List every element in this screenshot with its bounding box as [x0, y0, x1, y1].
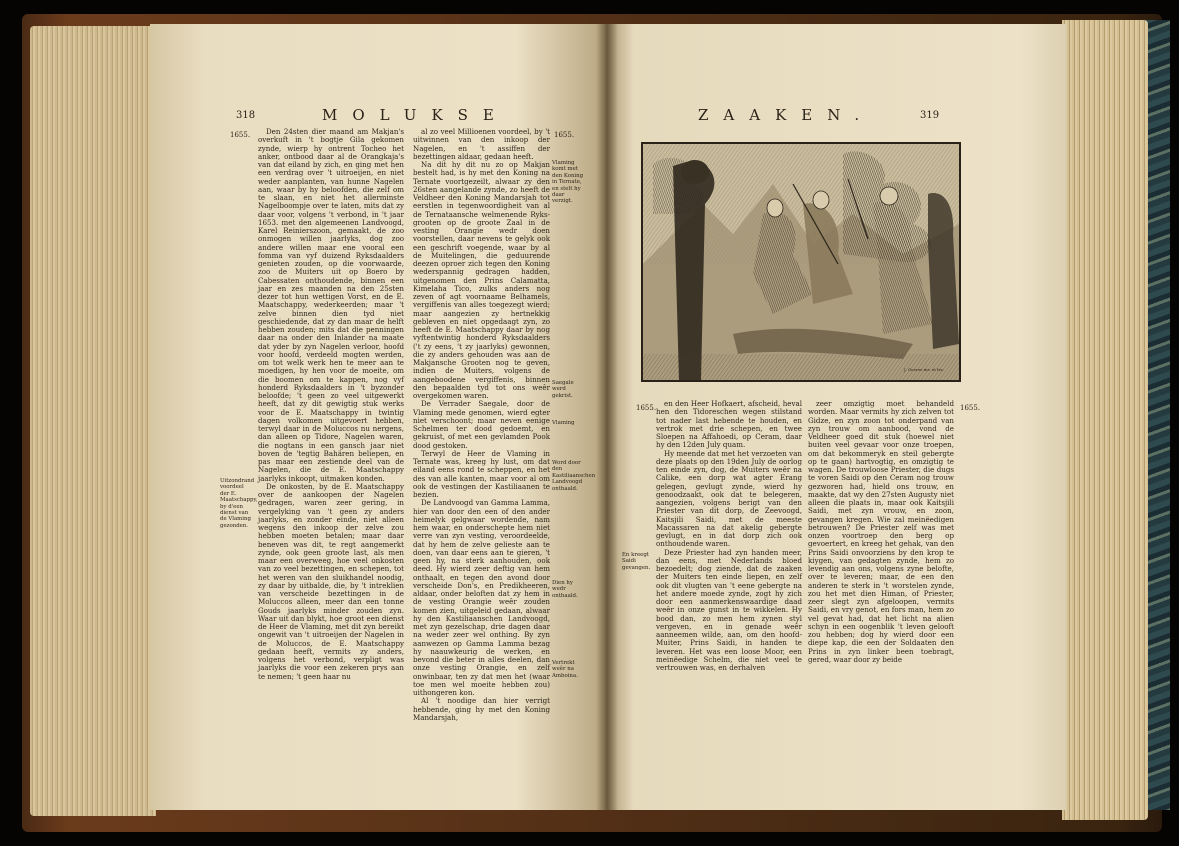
paragraph: De onkosten, by de E. Maatschappy over de aankoopen der Nagelen gedragen, waren zeer gering, in vergelyking van 't geen zy anders jaarlyks, en zonder einde, niet alleen wegens den inkoop der zelve zou hebben moeten betalen; maar daar beneven was dit, te regt aangemerkt zynde, ook geen groote last, als men maar een overweeg, hoe veel onkosten van zo veel bezettingen, en schepen, tot het weren van den sluikhandel noodig, zy daar by uitbalde, die, by 't intreklien van verscheide bezettingen in de Moluccos alleen, meer dan een tonne Gouds jaarlyks minder zouden zyn. Waar uit dan blykt, hoe groot een dienst de Heer de Vlaming, met dit zyn bereikt ongewit van 't uitroeijen der Nagelen in de Moluccos, de E. Maatschappy gedaan heeft, vermits zy anders, volgens het verbond, verpligt was jaarlyks die voor een zekeren prys aan te nemen; 't geen haar nu — [258, 481, 404, 681]
marginal-note: Uitzondrand voordeel der E. Maatschappy, by d'een dienst van de Vlaming gezonden. — [220, 478, 258, 529]
marginal-note: Saegale werd gekrist. — [552, 380, 574, 399]
book-gutter — [596, 24, 618, 810]
paragraph: Al 't noodige dan hier verrigt hebbende, ging hy met den Koning Mandarsjah, — [413, 696, 550, 722]
marginal-note: En kreegt Saidi gevangen. — [622, 552, 651, 571]
marginal-note: Vertrekt weêr na Amboina. — [552, 660, 578, 679]
paragraph: zeer omzigtig moet behandeld worden. Maar vermits hy zich zelven tot Gidze, en zyn zoon tot onderpand van zyn trouw om aanbood, vond de Veldheer goed dit stuk (hoewel niet buiten veel gevaar voor onze troepen, om dat bekommeryk en steil gebergte op te gaan) hartvogtig, en omzigtig te wagen. De trouwloose Priester, die dugs te voren Saidi op den Ceram nog trouw gezworen had, hield ons trouw, en maakte, dat wy den 27sten Augusty niet alleen die plaats in, maar ook Kaitsjili Saidi, met zyn vrouw, en zoon, gevangen kregen. Wie zal meinëedigen betrouwen? De Priester zelf was met onzen voortroep den berg op gevoertert, en kreeg het gehak, van den Prins Saidi onvoorziens by den krop te kiygen, van gedagten zynde, hem zo levendig aan ons, volgens zyne belofte, over te leveren; maar, de een den anderen te sterk in 't worstelen zynde, zou het met dien Himan, of Priester, zeer slegt zyn afgeloopen, vermits Saidi, en vry genot, en fors man, hem zo vel gevat had, dat het licht na alien schyn in een oogenblik 't leven gelooft zou hebben; dog hy wierd door een diepe kap, die een der Soldaaten den Prins in zyn linker been toebragt, gered, waar door zy beide — [808, 399, 954, 664]
engraving-credit: J. Goeree inv. et fec. — [904, 367, 945, 372]
left-column-2 — [413, 127, 550, 722]
page-edges-left — [30, 26, 156, 816]
marginal-note: Dien hy wedr onthaald. — [552, 580, 578, 599]
right-running-header: ZAAKEN. — [698, 106, 875, 124]
paragraph: Hy meende dat met het verzoeten van deze plaats op den 19den July de oorlog ten einde zyn, dog, de Muiters weêr na Calike, een dorp wat agter Erang gelegen, gevlugt zynde, wierd hy genoodzaakt, ook dat te belegeren, aangezien, volgens berigt van den Priester van dit dorp, de Zeevoogd, Kaitsjili Saidi, met de meeste Macassaren na dat akelig gebergte gevlugt, en in dat dorp zich ook onthoudende waren. — [656, 448, 802, 549]
right-margin-year: 1655. — [636, 404, 657, 412]
paragraph: Terwyl de Heer de Vlaming in Ternate was, kreeg hy lust, om dat eiland eens rond te scheppen, en het des van alle kanten, maar voor al om ook de vestingen der Kastiliaanen te bezien. — [413, 448, 550, 499]
marginal-note: Vlaming — [552, 420, 575, 426]
paragraph: Den 24sten dier maand am Makjan's overkuft in 't bogtje Gila gekomen zynde, wierp hy ontrent Tocheo het anker, ontbood daar al de Orangkaja's van dat eiland by zich, en ging met hen een verdrag over 't uitroeijen, en niet weder aanplanten, van hunne Nagelen aan, waar by hy beloofden, die zelf om te slaan, en niet het allerminste Nagelboompje over te laten, mits dat zy daar voor, volgens 't verbond, in 't jaar 1653. met den algemeenen Landvoogd, Karel Reinierszoon, gemaakt, de zoo onmogen willen jaarlyks, dog zoo andere willen maar ene vooral een fomma van vyf duizend Ryksdaalders genieten zouden, op die voorwaarde, zoo de Muiters uit op Boero by Cabessaten onthoudende, binnen een jaar en zes maanden na den 25sten dezer tot hun wettigen Vorst, en de E. Maatschappy, wederkeerden; maar 't zelve binnen dien tyd niet geschiedende, dat zy dan maar de helft hebben zouden; mits dat die penningen daar na onder den Inlander na maate dat yder by zyn Nagelen verloor, hoofd voor hoofd, verdeeld mogten werden, om tot welk werk hen te meer aan te moedigen, hy hen voor de moeite, om die boomen om te kappen, nog vyf honderd Ryksdaalders in 't byzonder beloofde; 't geen zo veel uitgewerkt heeft, dat zy dit gewigtig stuk werks voor de E. Maatschappy in twintig dagen volkomen uitgevoert hebben, terwyl daar in de Moluccos nu nergens, dan alleen op Tidore, Nagelen waren, die nogtans in een gansch jaar niet boven de 'tegtig Bahären beliepen, en pas maar een zestiende deel van de Nagelen, die de E. Maatschappy jaarlyks inkoopt, uitmaken konden. — [258, 127, 404, 483]
right-page-number: 319 — [920, 110, 940, 121]
right-margin-year-right: 1655. — [960, 404, 981, 412]
left-running-header: MOLUKSE — [322, 106, 509, 124]
right-column-1 — [656, 400, 802, 682]
left-margin-year: 1655. — [230, 131, 251, 139]
left-margin-year-right: 1655. — [554, 131, 575, 139]
left-column-1 — [258, 128, 404, 758]
paragraph: Deze Priester had zyn handen meer, dan eens, met Nederlands bloed bezoedelt; dog ziende, dat de zaaken der Muiters ten einde liepen, en zelf ook dit vlugten van 't eene gebergte na het andere moede zynde, zogt hy zich door een aanmerkenswaardige daad weêr in onze gunst in te wikkelen. Hy bood dan, zo men hem zynen styl vergeven, en in genade weêr aanneemen wilde, aan, om den hoofd-Muiter, Prins Saidi, in handen te leveren. Het was een loose Moor, een meinëedige Schelm, die niet veel te vertrouwen was, en derhalven — [656, 547, 802, 672]
right-column-2 — [808, 400, 954, 692]
paragraph: De Landvoogd van Gamma Lamma, hier van door den een of den ander heimelyk gelgwaar wordende, nam hem waar, en onderschepte hem niet verre van zyn vesting, veroordeelde, dat hy hem de zelve gelieste aan te doen, van daar eens aan te gieren, 't geen hy, na sterk aanhouden, ook deed. Hy wierd zeer deftig van hem onthaalt, en tegen den avond door verscheide Don's, en Predikheeren, aldaar, onder beloften dat zy hem in de vesting Orangie weêr zouden komen zien, uitgeleid gedaan, alwaar hy den Kastiliaanschen Landvoogd, met zyn gezelschap, drie dagen daar na weder zeer wel onthing. By zyn aanwezen op Gamma Lamma bezag hy naauwkeurig de werken, en bevond die beter in alles deelen, dan onze vesting Orangie, en zelf onwinbaar, ten zy dat men het (waar toe men wel moeite hebben zou) uithongeren kon. — [413, 498, 550, 697]
paragraph: en den Heer Hofkaert, afscheid, heval hen den Tidoreschen wegen stilstand tot nader last hebende te houden, en vertrok met drie schepen, en twee Sloepen na Affahoedi, op Ceram, daar hy den 12den July quam. — [656, 399, 802, 450]
left-page-number: 318 — [236, 110, 256, 121]
marginal-note: Word door den Kastiliaanschen Landvoogd onthaald. — [552, 460, 596, 492]
paragraph: Na dit hy dit nu zo op Makjan bestelt had, is hy met den Koning na Ternate voortgezeilt, alwaar zy den 26sten aangelande zynde, zo heeft de Veldheer den Koning Mandarsjah tot eerstlen in tegenwoordigheit van al de Ternataansche welmenende Ryks-grooten op de groote Zaal in de vesting Orangie wedr doen voorstellen, daar nevens te gelyk ook een geschrift voegende, waar by al de Muitelingen, die geduurende deezen oproer zich tegen den Koning wederspannig gedragen hadden, uitgenomen den Prins Calamatta, Kimelaha Tico, zulks anders nog zeven of agt voornaame Belhamels, vergiffenis van alles toegezegt wierd; maar aangezien zy hertnekkig gebleven en niet opgedaagt zyn, zo heeft de E. Maatschappy daar by nog vyftentwintig honderd Ryksdaalders ('t zy eens, 't zy jaarlyks) gewonnen, die zy anders gehouden was aan de Makjansche Grooten nog te geven, indien de Muiters, volgens de aangeboodene vergiffenis, binnen den bepaalden tyd tot ons weêr overgekomen waren. — [413, 160, 550, 400]
page-edges-right — [1062, 20, 1148, 820]
engraving-scene — [643, 144, 959, 380]
marginal-note: Vlaming komt met den Koning in Ternate, en stelt hy daar verzigt. — [552, 160, 584, 205]
paragraph: De Verrader Saegale, door de Vlaming mede genomen, wierd egter niet verschoont; maar neven eenige Schelmen ter dood gedoemt, en gekruist, of met een gevlamden Pook dood gestoken. — [413, 399, 550, 450]
paragraph: al zo veel Millioenen voordeel, by 't uitwinnen van den inkoop der Nagelen, en 't assiffen der bezettingen aldaar, gedaan heeft. — [413, 127, 550, 161]
engraving-illustration — [641, 142, 961, 382]
